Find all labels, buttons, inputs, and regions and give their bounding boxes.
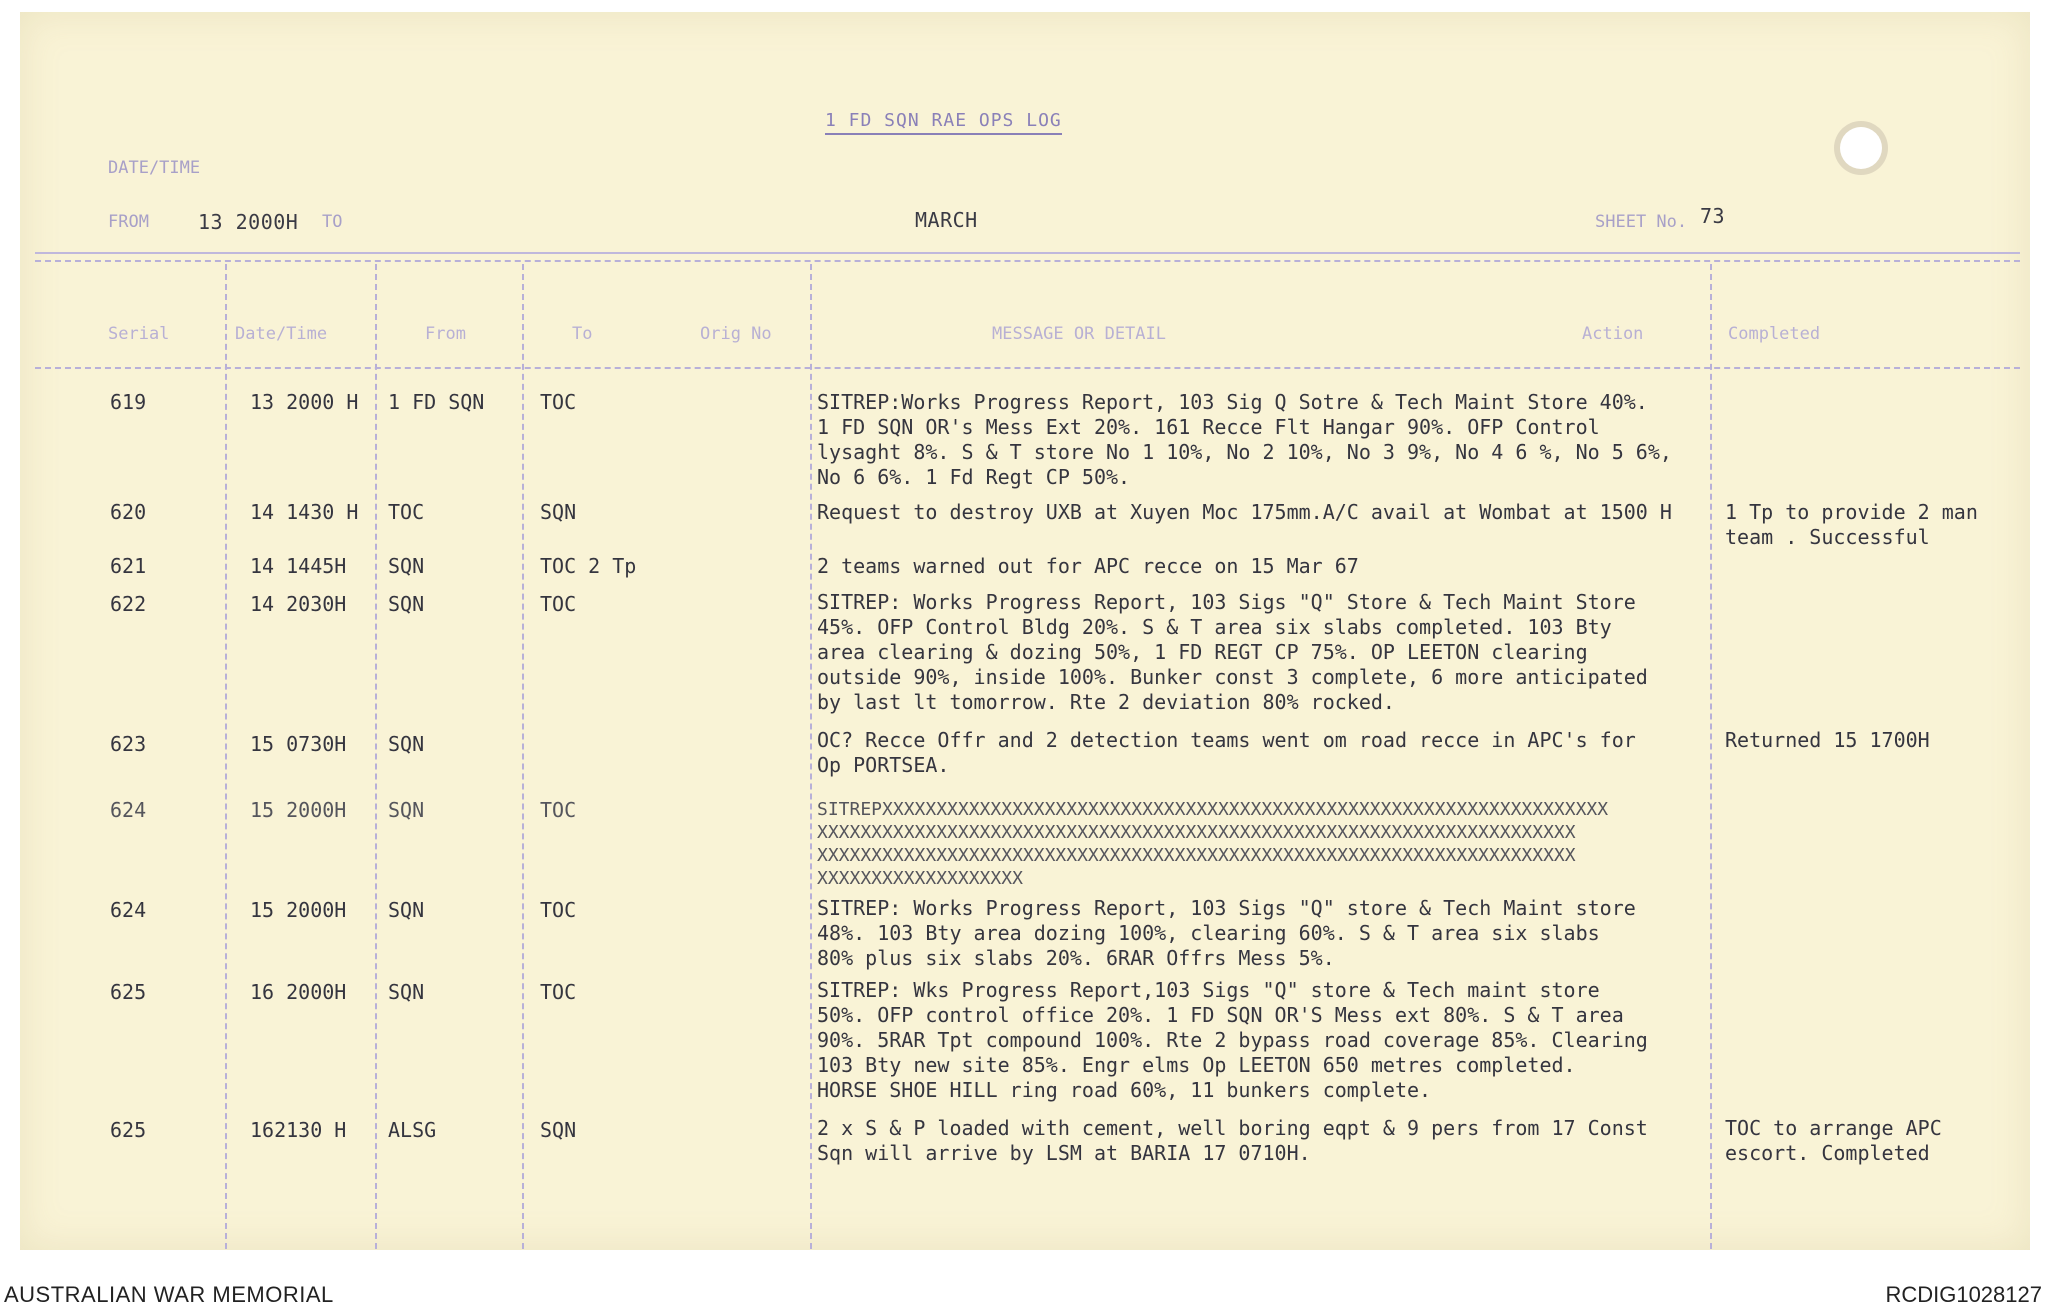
row-619-from: 1 FD SQN (388, 390, 485, 414)
message-line: SITREP: Wks Progress Report,103 Sigs "Q" store & Tech maint store (817, 978, 1600, 1002)
row-624-message (817, 896, 1636, 971)
column-header-datetime: Date/Time (235, 324, 328, 344)
message-line: 80% plus six slabs 20%. 6RAR Offrs Mess 5%. (817, 946, 1335, 970)
column-header-completed: Completed (1728, 324, 1821, 344)
message-line: area clearing & dozing 50%, 1 FD REGT CP 75%. OP LEETON clearing (817, 640, 1588, 664)
struck-line: XXXXXXXXXXXXXXXXXXXXXXXXXXXXXXXXXXXXXXXXXXXXXXXXXXXXXXXXXXXXXXXXXXXXXX (817, 822, 1576, 843)
message-line: SITREP:Works Progress Report, 103 Sig Q Sotre & Tech Maint Store 40%. (817, 390, 1648, 414)
row-625b-serial: 625 (110, 1118, 147, 1142)
column-header-rule (35, 367, 2020, 369)
column-divider-3 (522, 264, 524, 1249)
row-620-datetime: 14 1430 H (250, 500, 359, 524)
row-621-to: TOC 2 Tp (540, 554, 637, 578)
row-620-completed (1725, 500, 1978, 550)
message-line: HORSE SHOE HILL ring road 60%, 11 bunkers complete. (817, 1078, 1432, 1102)
log-sheet (20, 12, 2030, 1250)
struck-line: SITREPXXXXXXXXXXXXXXXXXXXXXXXXXXXXXXXXXXXXXXXXXXXXXXXXXXXXXXXXXXXXXXXXXXX (817, 799, 1609, 820)
row-625-serial: 625 (110, 980, 147, 1004)
row-625-datetime: 16 2000H (250, 980, 347, 1004)
row-622-message (817, 590, 1648, 715)
punch-hole (1840, 127, 1882, 169)
row-621-from: SQN (388, 554, 425, 578)
row-620-from: TOC (388, 500, 425, 524)
from-label: FROM (108, 212, 149, 232)
message-line: OC? Recce Offr and 2 detection teams went om road recce in APC's for (817, 728, 1636, 752)
message-line: outside 90%, inside 100%. Bunker const 3 complete, 6 more anticipated (817, 665, 1648, 689)
row-624-from: SQN (388, 898, 425, 922)
row-625b-completed (1725, 1116, 1942, 1166)
message-line: SITREP: Works Progress Report, 103 Sigs "Q" store & Tech Maint store (817, 896, 1636, 920)
header-rule-top-2 (35, 260, 2020, 262)
row-622-datetime: 14 2030H (250, 592, 347, 616)
row-622-from: SQN (388, 592, 425, 616)
row-619-message (817, 390, 1672, 490)
column-header-to: To (572, 324, 593, 344)
struck-datetime: 15 2000H (250, 798, 347, 822)
page-title: 1 FD SQN RAE OPS LOG (825, 110, 1062, 135)
column-divider-1 (225, 264, 227, 1249)
column-header-message: MESSAGE OR DETAIL (992, 324, 1166, 344)
message-line: Sqn will arrive by LSM at BARIA 17 0710H. (817, 1141, 1311, 1165)
month-value: MARCH (915, 208, 978, 232)
row-624-serial: 624 (110, 898, 147, 922)
column-divider-4 (810, 264, 812, 1249)
message-line: Op PORTSEA. (817, 753, 950, 777)
row-620-serial: 620 (110, 500, 147, 524)
footer-source: AUSTRALIAN WAR MEMORIAL (4, 1282, 334, 1307)
row-624-to: TOC (540, 898, 577, 922)
row-625-to: TOC (540, 980, 577, 1004)
column-header-from: From (425, 324, 466, 344)
message-line: lysaght 8%. S & T store No 1 10%, No 2 10%, No 3 9%, No 4 6 %, No 5 6%, (817, 440, 1672, 464)
struck-serial: 624 (110, 798, 147, 822)
row-623-serial: 623 (110, 732, 147, 756)
completed-line: team . Successful (1725, 525, 1930, 549)
message-line: 1 FD SQN OR's Mess Ext 20%. 161 Recce Flt Hangar 90%. OFP Control (817, 415, 1600, 439)
message-line: 48%. 103 Bty area dozing 100%, clearing 60%. S & T area six slabs (817, 921, 1600, 945)
row-621-message: 2 teams warned out for APC recce on 15 Mar 67 (817, 554, 1359, 578)
sheet-number: 73 (1700, 204, 1726, 228)
row-625b-datetime: 162130 H (250, 1118, 347, 1142)
completed-line: escort. Completed (1725, 1141, 1930, 1165)
row-620-message: Request to destroy UXB at Xuyen Moc 175mm.A/C avail at Wombat at 1500 H (817, 500, 1672, 524)
column-header-serial: Serial (108, 324, 170, 344)
row-624-datetime: 15 2000H (250, 898, 347, 922)
message-line: by last lt tomorrow. Rte 2 deviation 80% rocked. (817, 690, 1395, 714)
row-625-from: SQN (388, 980, 425, 1004)
row-619-serial: 619 (110, 390, 147, 414)
column-divider-2 (375, 264, 377, 1249)
row-622-to: TOC (540, 592, 577, 616)
to-label: TO (322, 212, 343, 232)
row-619-to: TOC (540, 390, 577, 414)
row-625-message (817, 978, 1648, 1103)
message-line: 103 Bty new site 85%. Engr elms Op LEETON 650 metres completed. (817, 1053, 1576, 1077)
message-line: 45%. OFP Control Bldg 20%. S & T area six slabs completed. 103 Bty (817, 615, 1612, 639)
completed-line: 1 Tp to provide 2 man (1725, 500, 1978, 524)
column-header-action: Action (1582, 324, 1644, 344)
row-621-datetime: 14 1445H (250, 554, 347, 578)
struck-line: XXXXXXXXXXXXXXXXXXX (817, 868, 1023, 889)
struck-to: TOC (540, 798, 577, 822)
row-622-serial: 622 (110, 592, 147, 616)
column-divider-5 (1710, 264, 1712, 1249)
row-625b-to: SQN (540, 1118, 577, 1142)
row-620-to: SQN (540, 500, 577, 524)
message-line: SITREP: Works Progress Report, 103 Sigs "Q" Store & Tech Maint Store (817, 590, 1636, 614)
date-time-label: DATE/TIME (108, 158, 201, 178)
struck-from: SQN (388, 798, 425, 822)
message-line: 2 x S & P loaded with cement, well boring eqpt & 9 pers from 17 Const (817, 1116, 1648, 1140)
footer-id: RCDIG1028127 (1885, 1282, 2042, 1307)
row-623-message (817, 728, 1636, 778)
row-625b-message (817, 1116, 1648, 1166)
sheet-label: SHEET No. (1595, 212, 1688, 232)
completed-line: TOC to arrange APC (1725, 1116, 1942, 1140)
row-623-from: SQN (388, 732, 425, 756)
row-621-serial: 621 (110, 554, 147, 578)
struck-message (817, 798, 1608, 890)
message-line: 50%. OFP control office 20%. 1 FD SQN OR'S Mess ext 80%. S & T area (817, 1003, 1624, 1027)
row-623-completed: Returned 15 1700H (1725, 728, 1930, 752)
message-line: 90%. 5RAR Tpt compound 100%. Rte 2 bypass road coverage 85%. Clearing (817, 1028, 1648, 1052)
column-header-orig-no: Orig No (700, 324, 772, 344)
row-619-datetime: 13 2000 H (250, 390, 359, 414)
header-rule-top (35, 252, 2020, 254)
struck-line: XXXXXXXXXXXXXXXXXXXXXXXXXXXXXXXXXXXXXXXXXXXXXXXXXXXXXXXXXXXXXXXXXXXXXX (817, 845, 1576, 866)
message-line: No 6 6%. 1 Fd Regt CP 50%. (817, 465, 1131, 489)
row-623-datetime: 15 0730H (250, 732, 347, 756)
row-625b-from: ALSG (388, 1118, 437, 1142)
from-value: 13 2000H (198, 210, 299, 234)
